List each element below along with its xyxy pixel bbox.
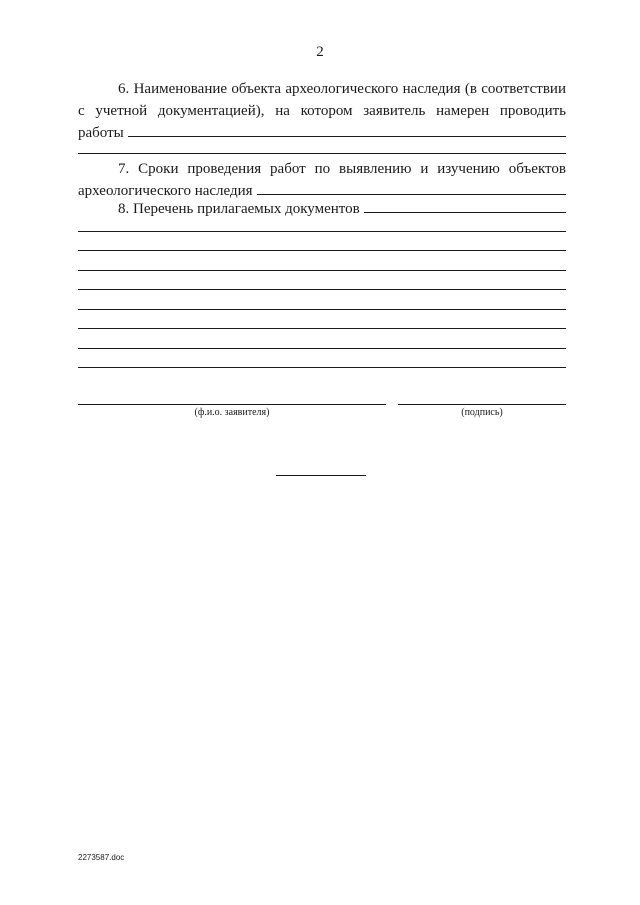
item-7-fill-line[interactable]: [257, 180, 566, 195]
signature-line[interactable]: [398, 404, 566, 405]
footer-filename: 2273587.doc: [78, 853, 125, 862]
item-8-line-1: [78, 198, 566, 220]
documents-line-3[interactable]: [78, 270, 566, 271]
item-7-line-2-label: археологического наследия: [78, 183, 253, 199]
item-6-line-2: с учетной документацией), на котором заявитель намерен проводить: [78, 103, 566, 119]
item-8-line-1-label: 8. Перечень прилагаемых документов: [118, 201, 360, 217]
item-6-line-3: [78, 122, 566, 144]
item-8-fill-line[interactable]: [364, 198, 566, 213]
item-8: [78, 198, 566, 220]
documents-line-2[interactable]: [78, 250, 566, 251]
item-7-line-1: 7. Сроки проведения работ по выявлению и изучению объектов: [118, 161, 566, 177]
documents-line-7[interactable]: [78, 348, 566, 349]
item-6-extra-line[interactable]: [78, 153, 566, 154]
documents-line-1[interactable]: [78, 231, 566, 232]
applicant-name-caption: (ф.и.о. заявителя): [194, 407, 270, 418]
documents-line-8[interactable]: [78, 367, 566, 368]
item-7: [78, 158, 566, 202]
page-number: 2: [316, 44, 324, 60]
applicant-name-line[interactable]: [78, 404, 386, 405]
item-6-line-3-label: работы: [78, 125, 124, 141]
signature-caption: (подпись): [461, 407, 503, 418]
documents-line-5[interactable]: [78, 309, 566, 310]
end-separator-line: [276, 475, 366, 476]
item-6-fill-line[interactable]: [128, 122, 566, 137]
item-6-line-1: 6. Наименование объекта археологического наследия (в соответствии: [118, 81, 566, 97]
documents-line-4[interactable]: [78, 289, 566, 290]
documents-line-6[interactable]: [78, 328, 566, 329]
item-6: [78, 78, 566, 144]
